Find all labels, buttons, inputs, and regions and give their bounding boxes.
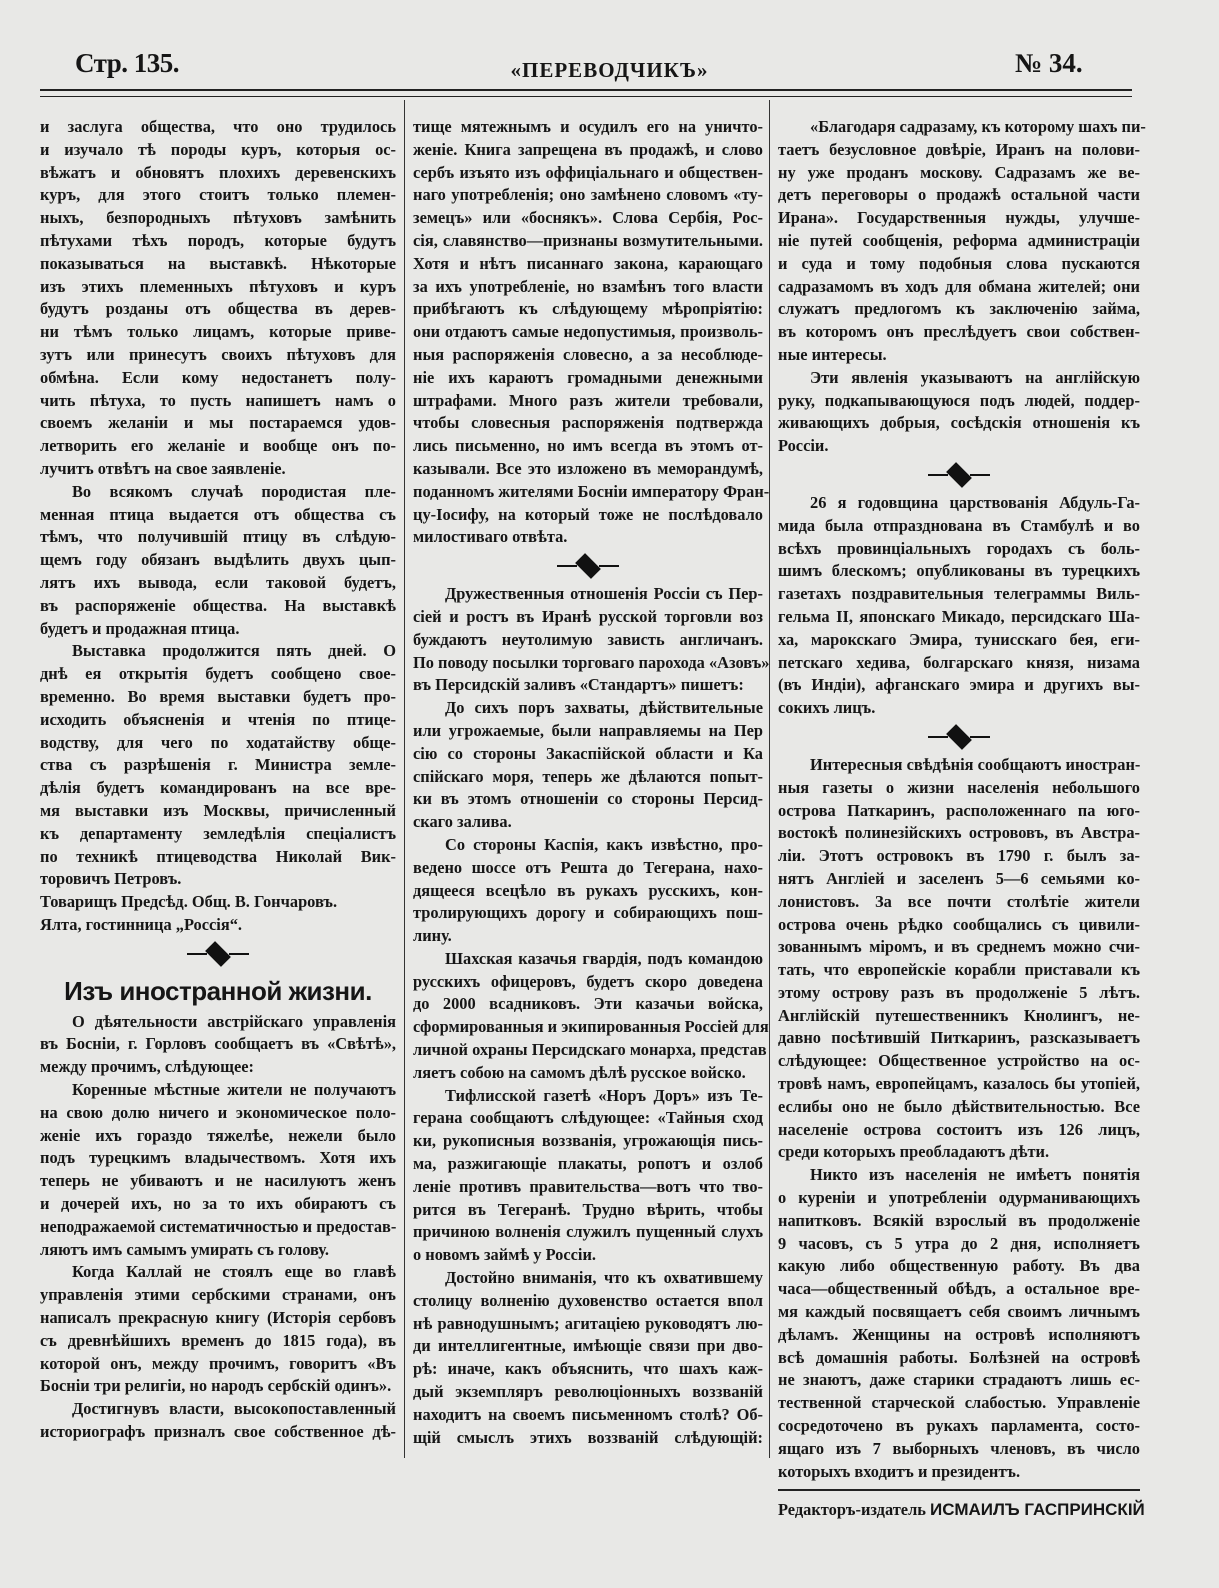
text-line: милостиваго отвѣта. — [413, 527, 568, 547]
text-line: лину. — [413, 926, 452, 946]
text-line: казывали. Все это изложено въ меморандумѣ, — [413, 458, 763, 478]
text-line: Россiи. — [778, 436, 829, 456]
text-line: По поводу посылки торговаго парохода «Азовъ» — [413, 652, 770, 672]
text-line: за ихъ употребленiе, но взамѣнъ того власти — [413, 276, 763, 296]
text-line: Ирана». Государственныя нужды, улучше- — [778, 208, 1140, 228]
text-line: лiи. Этотъ островокъ въ 1790 г. былъ за- — [778, 846, 1140, 866]
text-line: которыхъ входитъ и президентъ. — [778, 1461, 1021, 1481]
text-line: въ Боснiи, г. Горловъ сообщаетъ въ «Свѣтѣ», — [40, 1034, 396, 1054]
text-line: востокѣ полинезiйскихъ острововъ, въ Австра- — [778, 823, 1140, 843]
text-line: написалъ прекрасную книгу (Исторiя сербовъ — [40, 1308, 396, 1328]
ornament-dash — [229, 953, 249, 955]
text-line: сформированныя и экипированныя Россiей для — [413, 1017, 769, 1037]
text-line: Интересныя свѣдѣнiя сообщаютъ иностран- — [810, 754, 1141, 774]
editor-name: ИСМАИЛЪ ГАСПРИНСКIЙ — [930, 1500, 1145, 1520]
text-line: рѣ: иначе, какъ объяснить, что шахъ каж- — [413, 1359, 763, 1379]
text-line: земецъ» или «боснякъ». Слова Сербiя, Рос- — [413, 208, 763, 228]
text-line: О дѣятельности австрiйскаго управленiя — [72, 1011, 396, 1031]
text-line: въ которомъ онъ преслѣдуетъ свои собствен- — [778, 322, 1140, 342]
text-line: въ распоряженiе общества. На выставкѣ — [40, 595, 396, 615]
text-line: «Благодаря садразаму, къ которому шахъ пи- — [810, 117, 1146, 136]
text-line: будутъ розданы отъ общества въ дерев- — [40, 299, 396, 319]
column-left — [40, 116, 396, 1444]
text-line: острова очень рѣдко сообщались съ цивили- — [778, 914, 1140, 934]
paragraph — [40, 914, 396, 937]
ornament-dash — [928, 736, 948, 738]
text-line: ныя распоряженiя словесно, а за несоблюде- — [413, 344, 763, 364]
text-line: мя каждый посвящаетъ себя своимъ личнымъ — [778, 1302, 1140, 1322]
text-line: живающихъ добрыя, сосѣдскiя отношенiя къ — [778, 413, 1140, 433]
text-line: газетахъ поздравительныя телеграммы Виль- — [778, 584, 1140, 604]
text-line: Дружественныя отношенiя Россiи съ Пер- — [445, 584, 763, 604]
text-line: находитъ на своемъ письменномъ столѣ? Об- — [413, 1404, 763, 1424]
text-line: ди интеллигентные, имѣющiе связи при дво- — [413, 1336, 763, 1356]
issue-number: № 34. — [1015, 48, 1083, 78]
text-line: руку, подкапывающуюся подъ людей, поддер- — [778, 390, 1140, 410]
text-line: напитковъ. Всякiй взрослый въ продолженiе — [778, 1210, 1140, 1230]
text-line: лучитъ отвѣтъ на свое заявленiе. — [40, 458, 286, 478]
diamond-ornament-icon — [946, 462, 972, 488]
text-line: къ департаменту земледѣлiя спецiалистъ — [40, 823, 396, 843]
text-line: Боснiи три религiи, но народъ сербскiй одинъ». — [40, 1376, 392, 1396]
text-line: ведено шоссе отъ Решта до Тегерана, нахо- — [413, 857, 763, 877]
text-line: ленiе противъ правительства—вотъ что тво- — [413, 1176, 763, 1196]
text-line: щiй смыслъ этихъ воззванiй слѣдующiй: — [413, 1427, 763, 1447]
text-line: или угрожаемые, были направляемы на Пер — [413, 720, 763, 740]
text-line: нiе ихъ караютъ громадными денежными — [413, 367, 763, 387]
text-line: своемъ желанiи и мы постараемся удов- — [40, 413, 396, 433]
text-line: среди которыхъ преобладаютъ дѣти. — [778, 1142, 1050, 1162]
text-line: показываться на выставкѣ. Нѣкоторые — [40, 253, 396, 273]
text-line: Выставка продолжится пять дней. О — [72, 641, 396, 661]
text-line: временно. Во время выставки будетъ про- — [40, 686, 396, 706]
text-line: и изучало тѣ породы куръ, которыя ос- — [40, 139, 396, 159]
text-line: до 2000 всадниковъ. Эти казачьи войска, — [413, 994, 763, 1014]
text-line: служатъ предлогомъ къ заключенiю займа, — [778, 299, 1140, 319]
text-line: сербъ изъято изъ оффицiальнаго и обществен- — [413, 162, 763, 182]
paragraph — [413, 116, 770, 549]
editor-publisher-line — [778, 1499, 1145, 1521]
paragraph — [40, 116, 396, 481]
text-line: еслибы оно не было дѣйствительностью. Все — [778, 1096, 1140, 1116]
text-line: штрафами. Много разъ жители требовали, — [413, 390, 763, 410]
text-line: и суда и тому подобныя слова пускаются — [778, 253, 1140, 273]
paragraph — [778, 367, 1140, 458]
diamond-ornament-icon — [205, 941, 231, 967]
paragraph — [40, 481, 396, 641]
text-line: дѣлiя будетъ командированъ на все вре- — [40, 778, 396, 798]
section-separator-ornament — [778, 720, 1140, 754]
text-line: подъ турецкимъ владычествомъ. Хотя ихъ — [40, 1148, 396, 1168]
text-line: тѣмъ, что получившiй птицу въ слѣдую- — [40, 527, 396, 547]
text-line: между прочимъ, слѣдующее: — [40, 1057, 255, 1077]
editor-label: Редакторъ-издатель — [778, 1500, 926, 1520]
text-line: До сихъ поръ захваты, дѣйствительные — [445, 698, 763, 718]
text-line: Ялта, гостинница „Россiя“. — [40, 914, 243, 934]
text-line: ни тѣмъ только лицамъ, которые приве- — [40, 322, 396, 342]
paragraph — [40, 1261, 396, 1398]
text-line: лонистовъ. За все почти столѣтiе жители — [778, 891, 1140, 911]
text-line: Когда Каллай не стоялъ еще во главѣ — [72, 1262, 396, 1282]
paragraph — [778, 116, 1146, 367]
diamond-ornament-icon — [946, 724, 972, 750]
text-line: менная птица выдается отъ общества съ — [40, 504, 396, 524]
column-middle — [413, 116, 770, 1449]
text-line: они отдаютъ самые недопустимыя, произволь- — [413, 322, 763, 342]
text-line: Товарищъ Предсѣд. Общ. В. Гончаровъ. — [40, 892, 338, 912]
text-line: женiе ихъ гораздо тяжелѣе, нежели было — [40, 1125, 396, 1145]
text-line: летворить его желанiе и вообще онъ по- — [40, 436, 396, 456]
text-line: (въ Индiи), афганскаго эмира и другихъ вы- — [778, 675, 1140, 695]
paragraph — [40, 1079, 396, 1261]
text-line: Коренные мѣстные жители не получаютъ — [72, 1080, 396, 1100]
text-line: давно посѣтившiй Питкаринъ, разсказываетъ — [778, 1028, 1140, 1048]
diamond-ornament-icon — [575, 553, 601, 579]
text-line: ляютъ имъ самымъ умирать съ голову. — [40, 1239, 329, 1259]
text-line: всѣ домашнiя работы. Болѣзней на островѣ — [778, 1347, 1140, 1367]
page-number: Стр. 135. — [75, 48, 180, 78]
text-line: Достойно вниманiя, что къ охватившему — [445, 1268, 763, 1288]
text-line: тественной старческой слабостью. Управленiе — [778, 1393, 1140, 1413]
closing-rule — [778, 1489, 1140, 1491]
text-line: женiе. Книга запрещена въ продажѣ, и слово — [413, 139, 763, 159]
text-line: столицу волненiю духовенство остается впол — [413, 1290, 763, 1310]
ornament-dash — [187, 953, 207, 955]
text-line: мида была отпразднована въ Стамбулѣ и во — [778, 515, 1140, 535]
text-line: буждаютъ неутолимую зависть англичанъ. — [413, 629, 763, 649]
column-right — [778, 116, 1146, 1521]
paragraph — [40, 640, 396, 891]
text-line: Со стороны Каспiя, какъ извѣстно, про- — [445, 834, 763, 854]
text-line: управленiя этими сербскими странами, онъ — [40, 1285, 396, 1305]
text-line: ные интересы. — [778, 344, 887, 364]
newspaper-title: «ПЕРЕВОДЧИКЪ» — [510, 58, 709, 82]
text-line: поданномъ жителями Боснiи императору Фран- — [413, 481, 770, 501]
text-line: Никто изъ населенiя не имѣетъ понятiя — [810, 1165, 1140, 1185]
text-line: острова Паткаринъ, расположеннаго па юго- — [778, 800, 1140, 820]
text-line: скаго залива. — [413, 812, 512, 832]
text-line: вѣжатъ и обновятъ плохихъ деревенскихъ — [40, 162, 396, 182]
text-line: дящееся всецѣло въ рукахъ русскихъ, кон- — [413, 880, 763, 900]
paragraph — [778, 754, 1140, 1164]
text-line: нятъ Англiей и заселенъ 5—6 семьями ко- — [778, 868, 1140, 888]
text-line: детъ переговоры о продажѣ остальной части — [778, 185, 1140, 205]
text-line: прибѣгаютъ къ слѣдующему мѣропрiятiю: — [413, 299, 763, 319]
text-line: Достигнувъ власти, высокопоставленный — [72, 1399, 396, 1419]
text-line: нѣ равнодушнымъ; агитацiею руководятъ лю- — [413, 1313, 763, 1333]
column-divider — [404, 100, 405, 1458]
text-line: и дочерей ихъ, но за то ихъ обираютъ съ — [40, 1194, 396, 1214]
text-line: историографъ призналъ свое собственное дѣ- — [40, 1422, 396, 1442]
text-line: гельма II, японскаго Микадо, персидскаго Ша- — [778, 606, 1140, 626]
ornament-dash — [970, 474, 990, 476]
text-line: ныхъ, безпородныхъ пѣтуховъ замѣнить — [40, 208, 396, 228]
text-line: щемъ году обязанъ выдѣлить двухъ цып- — [40, 550, 396, 570]
column-divider — [769, 100, 770, 1458]
text-line: Тифлисской газетѣ «Норъ Доръ» изъ Те- — [445, 1085, 763, 1105]
text-line: ма, разжигающiе плакаты, ропотъ и озлоб — [413, 1154, 763, 1174]
text-line: тровѣ намъ, европейцамъ, казалось бы утопiей, — [778, 1074, 1140, 1094]
text-line: петскаго хедива, болгарскаго князя, низама — [778, 652, 1140, 672]
text-line: пѣтухами тѣхъ породъ, которые будутъ — [40, 230, 396, 250]
paragraph — [40, 1398, 396, 1444]
section-separator-ornament — [413, 549, 763, 583]
paragraph — [413, 834, 763, 948]
text-line: чить пѣтуха, то пусть напишетъ намъ о — [40, 390, 396, 410]
text-line: Эти явленiя указываютъ на англiйскую — [810, 367, 1140, 387]
text-line: ки, рукописныя воззванiя, угрожающiя пись- — [413, 1131, 763, 1151]
text-line: сосредоточено въ рукахъ парламента, состо- — [778, 1416, 1140, 1436]
paragraph — [413, 1267, 763, 1449]
ornament-dash — [970, 736, 990, 738]
text-line: 9 часовъ, съ 5 утра до 2 дня, исполняетъ — [778, 1233, 1140, 1253]
text-line: личной охраны Персидскаго монарха, представ — [413, 1040, 767, 1060]
text-line: торовичъ Петровъ. — [40, 869, 182, 889]
text-line: сiей и ростъ въ Иранѣ русской торговли воз — [413, 606, 763, 626]
paragraph — [413, 697, 763, 834]
text-line: дый экземпляръ революцiонныхъ воззванiй — [413, 1382, 763, 1402]
text-line: мя выставки изъ Москвы, причисленный — [40, 800, 396, 820]
text-line: тище мятежнымъ и осудилъ его на уничто- — [413, 117, 763, 136]
text-line: 26 я годовщина царствованiя Абдуль-Га- — [810, 492, 1140, 512]
text-line: Шахская казачья гвардiя, подъ командою — [445, 948, 763, 968]
text-line: съ древнѣйшихъ временъ до 1815 года), въ — [40, 1330, 396, 1350]
paragraph — [40, 1011, 396, 1079]
text-line: теперь не убиваютъ и не насилуютъ женъ — [40, 1171, 396, 1191]
text-line: неподражаемой систематичностью и предостав- — [40, 1216, 397, 1236]
ornament-dash — [928, 474, 948, 476]
ornament-dash — [557, 565, 577, 567]
text-line: сiю со стороны Закаспiйской области и Ка — [413, 743, 763, 763]
text-line: въ Персидскiй заливъ «Стандартъ» пишетъ: — [413, 675, 744, 695]
text-line: шимъ блескомъ; опубликованы въ турецкихъ — [778, 561, 1140, 581]
text-line: рится въ Тегеранѣ. Трудно вѣрить, чтобы — [413, 1199, 763, 1219]
text-line: причиною волненiя служилъ пущенный слухъ — [413, 1222, 763, 1242]
text-line: цу-Iосифу, на который тоже не послѣдовало — [413, 504, 763, 524]
text-line: ныя газеты о жизни населенiя небольшого — [778, 777, 1140, 797]
text-line: не знаютъ, даже старики страдаютъ лишь ес- — [778, 1370, 1140, 1390]
paragraph — [413, 1085, 763, 1267]
text-line: обмѣна. Если кому недостанетъ полу- — [40, 367, 396, 387]
text-line: ну уже проданъ москову. Садразамъ же ве- — [778, 162, 1140, 182]
text-line: дѣламъ. Женщины на островѣ исполняютъ — [778, 1324, 1140, 1344]
section-heading: Изъ иностранной жизни. — [64, 975, 372, 1006]
ornament-dash — [599, 565, 619, 567]
text-line: нiе путей сообщенiя, реформа администрацiи — [778, 230, 1140, 250]
section-separator-ornament — [40, 937, 396, 971]
paragraph — [40, 891, 396, 914]
section-separator-ornament — [778, 458, 1140, 492]
text-line: изъ этихъ племенныхъ пѣтуховъ и куръ — [40, 276, 396, 296]
text-line: чтобы словесныя распоряженiя подтвержда — [413, 413, 763, 433]
text-line: наго употребленiя; оно замѣнено словомъ «ту- — [413, 185, 763, 205]
header-rule-top — [40, 89, 1132, 91]
text-line: сокихъ лицъ. — [778, 698, 876, 718]
text-line: спiйскаго моря, теперь же дѣлаются попыт- — [413, 766, 763, 786]
text-line: тать, что европейскiе корабли приставали къ — [778, 960, 1140, 980]
text-line: ящаго изъ 7 выборныхъ членовъ, въ число — [778, 1438, 1140, 1458]
text-line: герана сообщаютъ слѣдующее: «Тайныя сход — [413, 1108, 763, 1128]
text-line: водству, для чего по ходатайству обще- — [40, 732, 396, 752]
text-line: русскихъ офицеровъ, будетъ скоро доведена — [413, 971, 763, 991]
text-line: Во всякомъ случаѣ породистая пле- — [72, 481, 396, 501]
text-line: о куренiи и употребленiи одурманивающихъ — [778, 1188, 1140, 1208]
text-line: будетъ и продажная птица. — [40, 618, 240, 638]
text-line: и заслуга общества, что оно трудилось — [40, 117, 396, 136]
text-line: сiя, славянство—признаны возмутительными. — [413, 230, 763, 250]
text-line: тролирующихъ дорогу и собирающихъ пош- — [413, 903, 763, 923]
paragraph — [413, 948, 769, 1085]
text-line: ки въ этомъ отношенiи со стороны Персид- — [413, 789, 763, 809]
text-line: по техникѣ птицеводства Николай Вик- — [40, 846, 396, 866]
text-line: ляетъ собою на самомъ дѣлѣ русское войско. — [413, 1062, 746, 1082]
text-line: какую либо общественную работу. Въ два — [778, 1256, 1140, 1276]
text-line: Хотя и нѣтъ писаннаго закона, карающаго — [413, 253, 763, 273]
text-line: зутъ или принесутъ своихъ пѣтуховъ для — [40, 344, 396, 364]
text-line: на свою долю ничего и экономическое поло- — [40, 1102, 396, 1122]
paragraph — [778, 1164, 1140, 1483]
text-line: куръ, для этого стоитъ только племен- — [40, 185, 396, 205]
text-line: лятъ ихъ вывода, если таковой будетъ, — [40, 572, 396, 592]
text-line: исходить объясненiя и чтенiя по птице- — [40, 709, 396, 729]
text-line: днѣ ея открытiя будетъ сообщено свое- — [40, 664, 396, 684]
paragraph — [778, 492, 1140, 720]
header-rule-bottom — [40, 96, 1132, 97]
text-line: этому острову разъ въ продолженiе 5 лѣтъ. — [778, 982, 1140, 1002]
text-line: которой онъ, между прочимъ, говоритъ «Въ — [40, 1353, 396, 1373]
text-line: о новомъ займѣ у Россiи. — [413, 1245, 597, 1265]
paragraph — [413, 583, 770, 697]
text-line: часа—общественный обѣдъ, а остальное вре- — [778, 1279, 1140, 1299]
text-line: зованнымъ мiромъ, и въ среднемъ можно счи- — [778, 937, 1140, 957]
text-line: всѣхъ провинцiальныхъ городахъ съ боль- — [778, 538, 1140, 558]
text-line: ха, марокскаго Эмира, тунисскаго бея, еги- — [778, 629, 1140, 649]
text-line: Англiйскiй путешественникъ Кнолингъ, не- — [778, 1005, 1140, 1025]
text-line: лись письменно, но имъ всегда въ этомъ от- — [413, 436, 763, 456]
text-line: слѣдующее: Общественное устройство на ос- — [778, 1051, 1140, 1071]
text-line: садразамомъ въ ходъ для обмана жителей; они — [778, 276, 1140, 296]
text-line: ства съ разрѣшенiя г. Министра земле- — [40, 755, 396, 775]
text-line: населенiе острова состоитъ изъ 126 лицъ, — [778, 1119, 1140, 1139]
text-line: таетъ безусловное довѣрiе, Иранъ на полови- — [778, 139, 1140, 159]
